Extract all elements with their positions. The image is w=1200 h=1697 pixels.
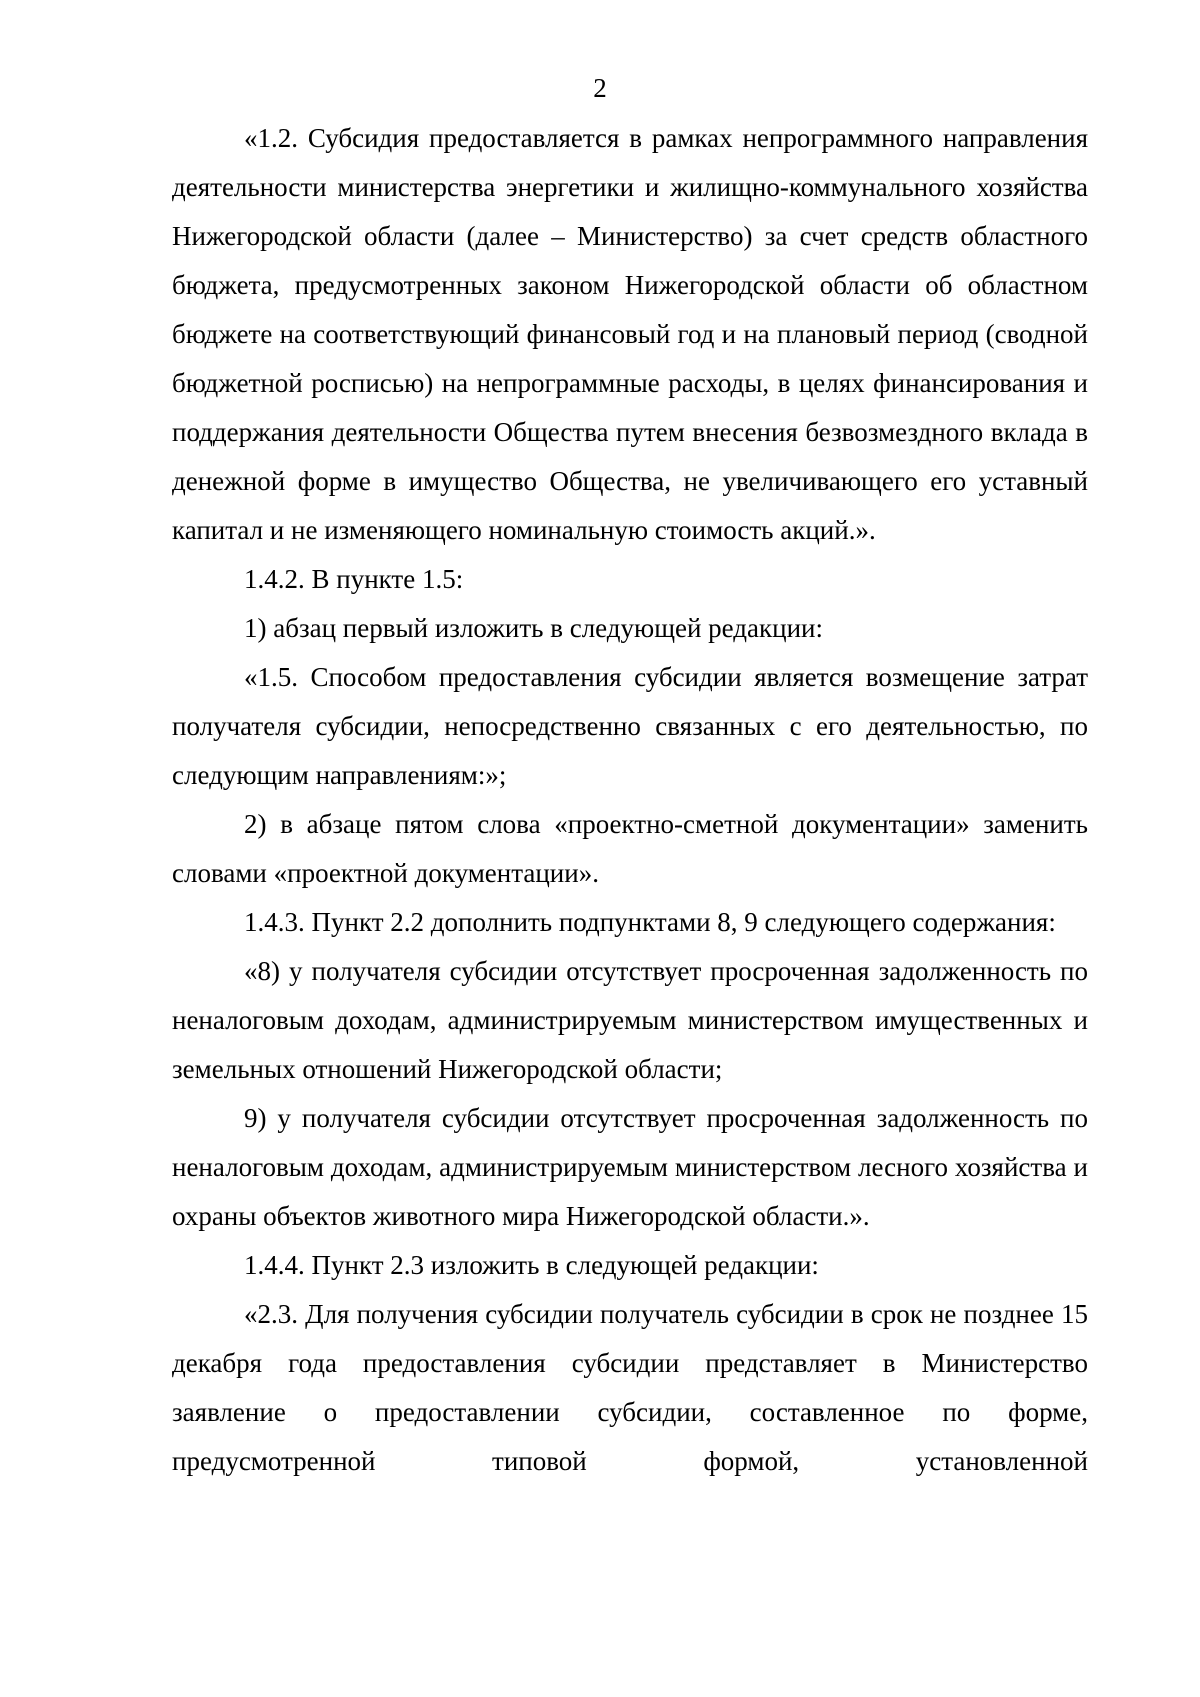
paragraph-item-1: 1) абзац первый изложить в следующей редакции:: [244, 613, 823, 643]
paragraph-1-2: «1.2. Субсидия предоставляется в рамках непрограммного направления деятельности министерства энергетики и жилищно-коммунального хозяйства Нижегородской области (далее – Министерство) за счет средств областного бюджета, предусмотренных законом Нижегородской области об областном бюджете на соответствующий финансовый год и на плановый период (сводной бюджетной росписью) на непрограммные расходы, в целях финансирования и поддержания деятельности Общества путем внесения безвозмездного вклада в денежной форме в имущество Общества, не увеличивающего его уставный капитал и не изменяющего номинальную стоимость акций.».: [172, 123, 1088, 545]
paragraph-2-3: «2.3. Для получения субсидии получатель субсидии в срок не позднее 15 декабря года предоставления субсидии представляет в Министерство заявление о предоставлении субсидии, составленное по форме, предусмотренной типовой формой, установленной: [172, 1299, 1088, 1476]
paragraph-1-4-3: 1.4.3. Пункт 2.2 дополнить подпунктами 8, 9 следующего содержания:: [244, 907, 1056, 937]
document-body: [172, 114, 1088, 1486]
paragraph-subitem-9: 9) у получателя субсидии отсутствует просроченная задолженность по неналоговым доходам, администрируемым министерством лесного хозяйства и охраны объектов животного мира Нижегородской области.».: [172, 1103, 1088, 1231]
page-number: 2: [593, 73, 607, 103]
paragraph-1-4-2: 1.4.2. В пункте 1.5:: [244, 564, 464, 594]
paragraph-1-5: «1.5. Способом предоставления субсидии является возмещение затрат получателя субсидии, непосредственно связанных с его деятельностью, по следующим направлениям:»;: [172, 662, 1088, 790]
paragraph-item-2: 2) в абзаце пятом слова «проектно-сметной документации» заменить словами «проектной документации».: [172, 809, 1088, 888]
paragraph-subitem-8: «8) у получателя субсидии отсутствует просроченная задолженность по неналоговым доходам, администрируемым министерством имущественных и земельных отношений Нижегородской области;: [172, 956, 1088, 1084]
paragraph-1-4-4: 1.4.4. Пункт 2.3 изложить в следующей редакции:: [244, 1250, 819, 1280]
